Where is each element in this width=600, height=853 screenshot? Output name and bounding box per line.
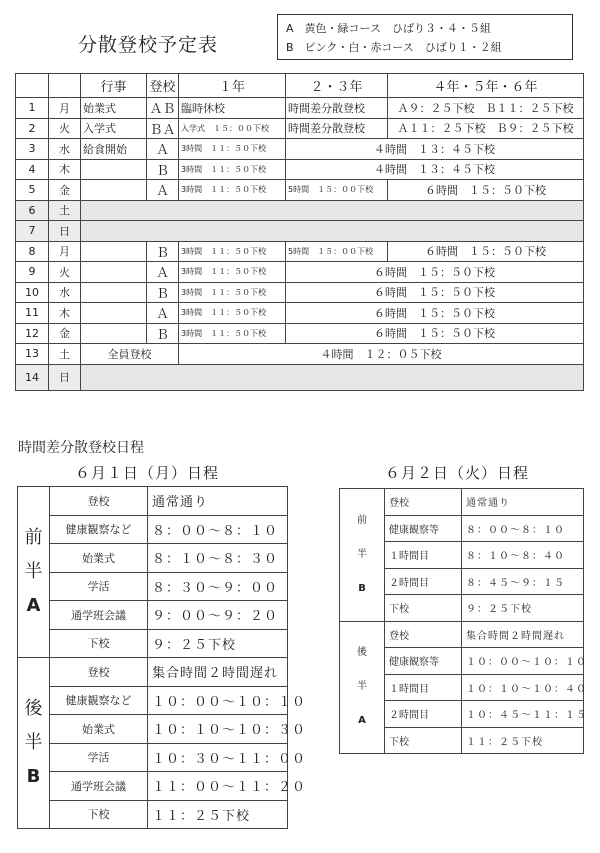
group-cell: Ｂ <box>147 159 179 180</box>
half-label-char: 半 <box>357 548 367 560</box>
table-row <box>16 282 584 303</box>
event-cell: 給食開始 <box>81 139 147 160</box>
schedule-label: 下校 <box>385 727 462 754</box>
day-of-week: 月 <box>49 98 81 119</box>
group-cell: Ａ <box>147 180 179 201</box>
schedule-value: ９：２５下校 <box>148 629 288 658</box>
day-of-week: 火 <box>49 262 81 283</box>
day-of-week: 水 <box>49 139 81 160</box>
schedule-row <box>18 743 288 772</box>
event-cell <box>81 180 147 201</box>
schedule-label: 健康観察等 <box>385 648 462 675</box>
grades-2-6-cell: ４時間 １３：４５下校 <box>286 159 584 180</box>
schedule-label: 通学班会議 <box>50 772 148 801</box>
schedule-row <box>18 800 288 829</box>
table-row <box>16 221 584 242</box>
course-legend <box>277 14 573 60</box>
schedule-row <box>18 772 288 801</box>
row-number: 4 <box>16 159 49 180</box>
schedule-value: 集合時間２時間遅れ <box>462 621 584 648</box>
column-header: ２・３年 <box>286 74 388 98</box>
header-row <box>16 74 584 98</box>
schedule-value: １０：４５～１１：１５ <box>462 701 584 728</box>
table-row <box>16 303 584 324</box>
table-row <box>16 241 584 262</box>
schedule-value: １０：００～１０：１０ <box>462 648 584 675</box>
grade1-cell: 3時間 １１：５０下校 <box>179 303 286 324</box>
schedule-label: 始業式 <box>50 715 148 744</box>
schedule-row <box>18 572 288 601</box>
event-cell <box>81 303 147 324</box>
schedule-value: 通常通り <box>462 489 584 516</box>
day1-title: ６月１日（月）日程 <box>75 464 220 482</box>
grades-2-6-cell: ６時間 １５：５０下校 <box>286 282 584 303</box>
schedule-row <box>340 621 584 648</box>
day-of-week: 金 <box>49 323 81 344</box>
schedule-label: 登校 <box>385 489 462 516</box>
grade456-cell: ６時間 １５：５０下校 <box>388 241 584 262</box>
group-cell: Ａ <box>147 303 179 324</box>
grade23-cell: 時間差分散登校 <box>286 98 388 119</box>
grades-2-6-cell: ６時間 １５：５０下校 <box>286 303 584 324</box>
day-of-week: 金 <box>49 180 81 201</box>
header-blank <box>16 74 49 98</box>
schedule-value: １０：１０～１０：４０ <box>462 674 584 701</box>
grade1-cell: 3時間 １１：５０下校 <box>179 323 286 344</box>
day-of-week: 水 <box>49 282 81 303</box>
schedule-label: 健康観察など <box>50 515 148 544</box>
schedule-label: 登校 <box>50 487 148 516</box>
grade1-cell: 3時間 １１：５０下校 <box>179 282 286 303</box>
schedule-label: ２時間目 <box>385 568 462 595</box>
schedule-label: 健康観察等 <box>385 515 462 542</box>
grade1-cell: 3時間 １１：５０下校 <box>179 180 286 201</box>
day2-title: ６月２日（火）日程 <box>385 464 530 482</box>
group-cell: ＢＡ <box>147 118 179 139</box>
day-of-week: 月 <box>49 241 81 262</box>
schedule-label: 学活 <box>50 572 148 601</box>
schedule-label: １時間目 <box>385 542 462 569</box>
column-header: ４年・５年・６年 <box>388 74 584 98</box>
group-cell: Ｂ <box>147 241 179 262</box>
half-label-char: 半 <box>24 732 43 753</box>
day-of-week: 火 <box>49 118 81 139</box>
grade1-cell: 3時間 １１：５０下校 <box>179 139 286 160</box>
day-of-week: 木 <box>49 159 81 180</box>
schedule-label: １時間目 <box>385 674 462 701</box>
grades-2-6-cell: ４時間 １３：４５下校 <box>286 139 584 160</box>
grade1-cell: 入学式 １５：００下校 <box>179 118 286 139</box>
all-grades-cell: ４時間 １２：０５下校 <box>179 344 584 365</box>
grade456-cell: ６時間 １５：５０下校 <box>388 180 584 201</box>
schedule-value: ８：４５～９：１５ <box>462 568 584 595</box>
header-blank <box>49 74 81 98</box>
half-label-char: 前 <box>24 527 43 548</box>
event-cell <box>81 241 147 262</box>
day-of-week: 土 <box>49 344 81 365</box>
row-number: 2 <box>16 118 49 139</box>
grade1-cell: 臨時休校 <box>179 98 286 119</box>
schedule-label: 下校 <box>50 629 148 658</box>
day-of-week: 日 <box>49 364 81 390</box>
table-row <box>16 262 584 283</box>
grade456-cell: Ａ９：２５下校 Ｂ１１：２５下校 <box>388 98 584 119</box>
schedule-value: １１：２５下校 <box>462 727 584 754</box>
group-cell: ＡＢ <box>147 98 179 119</box>
half-label-char: 後 <box>357 647 367 659</box>
schedule-row <box>18 658 288 687</box>
event-cell: 始業式 <box>81 98 147 119</box>
table-row <box>16 180 584 201</box>
row-number: 11 <box>16 303 49 324</box>
schedule-label: 下校 <box>385 595 462 622</box>
schedule-label: 健康観察など <box>50 686 148 715</box>
half-group-letter: B <box>26 766 41 787</box>
column-header: 登校 <box>147 74 179 98</box>
schedule-value: 集合時間２時間遅れ <box>148 658 288 687</box>
schedule-label: 学活 <box>50 743 148 772</box>
half-group-letter: A <box>358 715 366 727</box>
schedule-value: ８：００～８：１０ <box>148 515 288 544</box>
table-row <box>16 323 584 344</box>
row-number: 1 <box>16 98 49 119</box>
second-half-label <box>340 621 385 754</box>
event-cell: 全員登校 <box>81 344 179 365</box>
grade1-cell: 3時間 １１：５０下校 <box>179 159 286 180</box>
schedule-label: 始業式 <box>50 544 148 573</box>
schedule-value: ８：３０～９：００ <box>148 572 288 601</box>
legend-b: B ピンク・白・赤コース ひばり１・２組 <box>286 41 502 54</box>
row-number: 6 <box>16 200 49 221</box>
schedule-table <box>15 73 584 391</box>
row-number: 10 <box>16 282 49 303</box>
schedule-value: １０：３０～１１：００ <box>148 743 288 772</box>
schedule-row <box>18 515 288 544</box>
row-number: 12 <box>16 323 49 344</box>
group-cell: Ｂ <box>147 323 179 344</box>
day-of-week: 土 <box>49 200 81 221</box>
schedule-value: ８：１０～８：３０ <box>148 544 288 573</box>
holiday-cell <box>81 221 584 242</box>
table-row <box>16 118 584 139</box>
second-half-label <box>18 658 50 829</box>
schedule-value: ８：１０～８：４０ <box>462 542 584 569</box>
event-cell: 入学式 <box>81 118 147 139</box>
event-cell <box>81 262 147 283</box>
half-label-char: 前 <box>357 514 367 526</box>
schedule-value: １１：００～１１：２０ <box>148 772 288 801</box>
schedule-row <box>18 715 288 744</box>
schedule-row <box>18 487 288 516</box>
column-header: １年 <box>179 74 286 98</box>
schedule-row <box>18 544 288 573</box>
schedule-value: 通常通り <box>148 487 288 516</box>
table-row <box>16 159 584 180</box>
grades-2-6-cell: ６時間 １５：５０下校 <box>286 262 584 283</box>
schedule-value: ８：００～８：１０ <box>462 515 584 542</box>
half-label-char: 後 <box>24 698 43 719</box>
schedule-value: ９：２５下校 <box>462 595 584 622</box>
holiday-cell <box>81 364 584 390</box>
schedule-value: ９：００～９：２０ <box>148 601 288 630</box>
grade1-cell: 3時間 １１：５０下校 <box>179 262 286 283</box>
schedule-row <box>18 629 288 658</box>
table-row <box>16 344 584 365</box>
row-number: 13 <box>16 344 49 365</box>
row-number: 14 <box>16 364 49 390</box>
first-half-label <box>340 489 385 622</box>
row-number: 9 <box>16 262 49 283</box>
table-row <box>16 200 584 221</box>
row-number: 3 <box>16 139 49 160</box>
schedule-row <box>18 601 288 630</box>
half-label-char: 半 <box>357 681 367 693</box>
half-group-letter: A <box>26 595 41 616</box>
legend-a: A 黄色・緑コース ひばり３・４・５組 <box>286 22 491 35</box>
first-half-label <box>18 487 50 658</box>
group-cell: Ａ <box>147 262 179 283</box>
table-row <box>16 139 584 160</box>
column-header: 行事 <box>81 74 147 98</box>
schedule-value: １０：１０～１０：３０ <box>148 715 288 744</box>
event-cell <box>81 282 147 303</box>
schedule-label: ２時間目 <box>385 701 462 728</box>
group-cell: Ａ <box>147 139 179 160</box>
row-number: 7 <box>16 221 49 242</box>
event-cell <box>81 159 147 180</box>
grade23-cell: 5時間 １５：００下校 <box>286 241 388 262</box>
schedule-value: １１：２５下校 <box>148 800 288 829</box>
table-row <box>16 98 584 119</box>
grade23-cell: 5時間 １５：００下校 <box>286 180 388 201</box>
schedule-label: 通学班会議 <box>50 601 148 630</box>
grade1-cell: 3時間 １１：５０下校 <box>179 241 286 262</box>
schedule-label: 登校 <box>50 658 148 687</box>
schedule-row <box>340 489 584 516</box>
holiday-cell <box>81 200 584 221</box>
day2-schedule-table <box>339 488 587 754</box>
row-number: 5 <box>16 180 49 201</box>
group-cell: Ｂ <box>147 282 179 303</box>
schedule-label: 下校 <box>50 800 148 829</box>
schedule-heading: 時間差分散登校日程 <box>18 440 144 456</box>
day-of-week: 日 <box>49 221 81 242</box>
schedule-row <box>18 686 288 715</box>
table-row <box>16 364 584 390</box>
schedule-value: １０：００～１０：１０ <box>148 686 288 715</box>
half-group-letter: B <box>358 582 366 594</box>
row-number: 8 <box>16 241 49 262</box>
grade23-cell: 時間差分散登校 <box>286 118 388 139</box>
grade456-cell: Ａ１１：２５下校 Ｂ９：２５下校 <box>388 118 584 139</box>
event-cell <box>81 323 147 344</box>
page-title: 分散登校予定表 <box>78 34 219 56</box>
day1-schedule-table <box>17 486 307 829</box>
grades-2-6-cell: ６時間 １５：５０下校 <box>286 323 584 344</box>
half-label-char: 半 <box>24 561 43 582</box>
day-of-week: 木 <box>49 303 81 324</box>
schedule-label: 登校 <box>385 621 462 648</box>
